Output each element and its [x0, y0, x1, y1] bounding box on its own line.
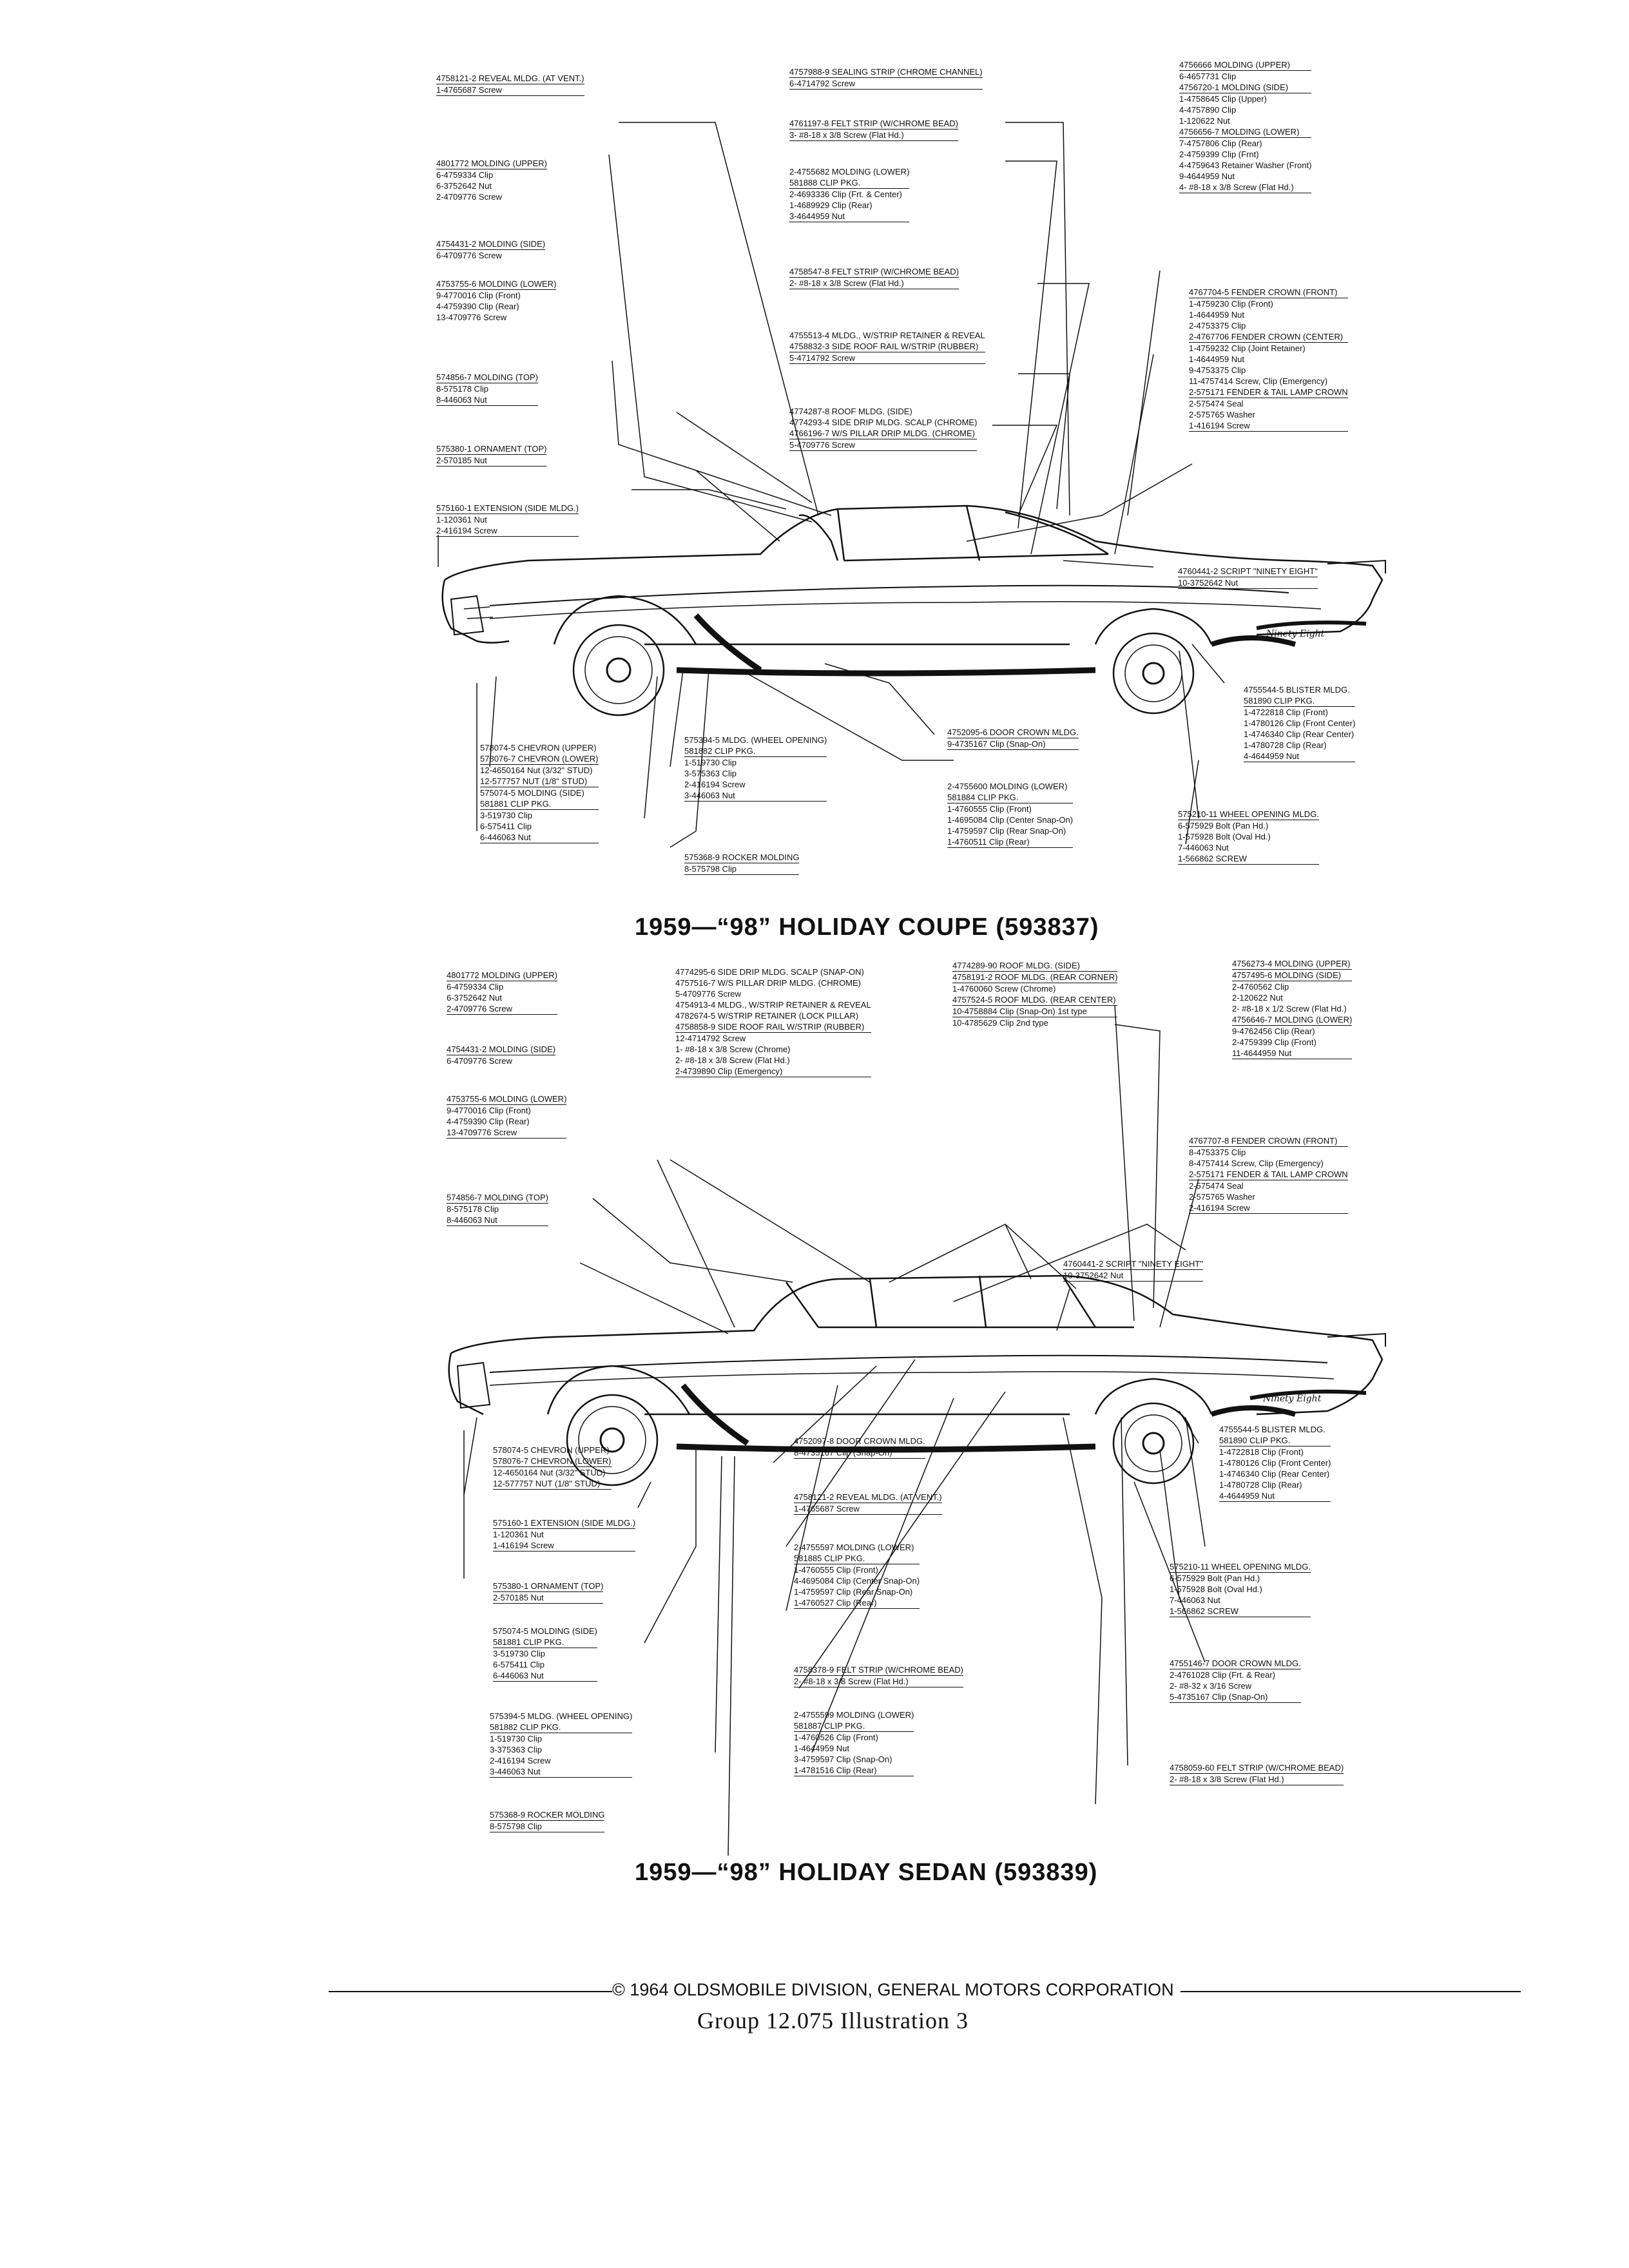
- part-line: 581882 CLIP PKG.: [490, 1722, 632, 1733]
- part-line: 1-4760060 Screw (Chrome): [952, 984, 1056, 994]
- part-line: 578076-7 CHEVRON (LOWER): [493, 1456, 612, 1466]
- part-line: 1-4780126 Clip (Front Center): [1244, 718, 1356, 728]
- part-line: 1-4759597 Clip (Rear Snap-On): [794, 1587, 913, 1597]
- part-line: 10-3752642 Nut: [1178, 577, 1318, 589]
- group-illustration-caption: Group 12.075 Illustration 3: [697, 2008, 969, 2033]
- part-line: 2-4761028 Clip (Frt. & Rear): [1170, 1670, 1276, 1680]
- part-line: 4755146-7 DOOR CROWN MLDG.: [1170, 1658, 1301, 1668]
- part-line: 1-4765687 Screw: [436, 84, 584, 96]
- part-line: 6-575411 Clip: [480, 822, 532, 831]
- part-line: 1-4780728 Clip (Rear): [1244, 740, 1327, 750]
- part-line: 575074-5 MOLDING (SIDE): [480, 788, 584, 798]
- part-line: 8-446063 Nut: [436, 394, 538, 406]
- part-line: 4754431-2 MOLDING (SIDE): [436, 239, 546, 249]
- part-line: 574856-7 MOLDING (TOP): [436, 372, 538, 382]
- part-line: 2-575171 FENDER & TAIL LAMP CROWN: [1189, 1169, 1348, 1179]
- part-line: 1-4780126 Clip (Front Center): [1219, 1458, 1331, 1468]
- coupe-label-script: [1178, 566, 1318, 589]
- part-line: 575394-5 MLDG. (WHEEL OPENING): [490, 1711, 633, 1721]
- part-line: 575380-1 ORNAMENT (TOP): [493, 1581, 604, 1591]
- part-line: 581885 CLIP PKG.: [794, 1553, 920, 1564]
- part-line: 10-4785629 Clip 2nd type: [952, 1018, 1048, 1028]
- part-line: 12-4650164 Nut (3/32" STUD): [493, 1468, 606, 1477]
- copyright-text: © 1964 OLDSMOBILE DIVISION, GENERAL MOTORS CORPORATION: [612, 1980, 1174, 1999]
- part-line: 6-4759334 Clip: [436, 170, 494, 180]
- sedan-label-fender-crown: [1189, 1135, 1348, 1214]
- coupe-label-fender-crown: [1189, 287, 1348, 432]
- part-line: 8-4757414 Screw, Clip (Emergency): [1189, 1158, 1324, 1168]
- part-line: 2-4759399 Clip (Front): [1232, 1037, 1316, 1047]
- sedan-label-blister-mldg: [1219, 1424, 1331, 1502]
- sedan-label-reveal-mldg: [794, 1492, 942, 1515]
- part-line: 6-575411 Clip: [493, 1660, 545, 1669]
- part-line: 6-446063 Nut: [480, 832, 599, 843]
- part-line: 4755544-5 BLISTER MLDG.: [1219, 1425, 1325, 1434]
- part-line: 4760441-2 SCRIPT "NINETY EIGHT": [1063, 1259, 1203, 1269]
- part-line: 2-416194 Screw: [1189, 1202, 1348, 1214]
- part-line: 6-4709776 Screw: [436, 251, 502, 260]
- part-line: 4760441-2 SCRIPT "NINETY EIGHT": [1178, 566, 1318, 576]
- part-line: 7-446063 Nut: [1178, 843, 1229, 852]
- part-line: 4758832-3 SIDE ROOF RAIL W/STRIP (RUBBER): [789, 341, 985, 352]
- part-line: 6-3752642 Nut: [436, 181, 492, 191]
- part-line: 1-120622 Nut: [1179, 116, 1230, 126]
- sedan-label-felt-strip-b: [1170, 1762, 1344, 1785]
- part-line: 2-4755599 MOLDING (LOWER): [794, 1710, 914, 1720]
- part-line: 12-577757 NUT (1/8" STUD): [493, 1478, 612, 1490]
- sedan-label-side-drip: [675, 966, 871, 1077]
- part-line: 2-120622 Nut: [1232, 993, 1283, 1003]
- part-line: 13-4709776 Screw: [447, 1127, 566, 1139]
- part-line: 2-4755597 MOLDING (LOWER): [794, 1542, 914, 1552]
- part-line: 4-4759390 Clip (Rear): [447, 1117, 530, 1126]
- part-line: 4758547-8 FELT STRIP (W/CHROME BEAD): [789, 267, 959, 276]
- part-line: 4801772 MOLDING (UPPER): [436, 159, 547, 168]
- svg-text:Ninety Eight: Ninety Eight: [1263, 1394, 1322, 1404]
- part-line: 1-575928 Bolt (Oval Hd.): [1170, 1584, 1262, 1594]
- part-line: 1-4644959 Nut: [794, 1744, 850, 1753]
- part-line: 4758191-2 ROOF MLDG. (REAR CORNER): [952, 972, 1118, 982]
- part-line: 3-4759597 Clip (Snap-On): [794, 1754, 892, 1764]
- coupe-label-door-crown: [947, 727, 1079, 750]
- part-line: 575160-1 EXTENSION (SIDE MLDG.): [436, 503, 579, 513]
- sedan-label-felt-strip: [794, 1664, 963, 1687]
- part-line: 2-4709776 Screw: [447, 1003, 557, 1015]
- part-line: 9-4644959 Nut: [1179, 171, 1235, 181]
- part-line: 4774295-6 SIDE DRIP MLDG. SCALP (SNAP-ON): [675, 967, 864, 977]
- part-line: 575394-5 MLDG. (WHEEL OPENING): [684, 735, 827, 745]
- part-line: 1-4644959 Nut: [1189, 310, 1245, 320]
- part-line: 1-4780728 Clip (Rear): [1219, 1480, 1302, 1490]
- coupe-label-chevron: [480, 742, 599, 843]
- part-line: 4-4759643 Retainer Washer (Front): [1179, 160, 1312, 170]
- part-line: 3-519730 Clip: [493, 1649, 545, 1658]
- part-line: 575210-11 WHEEL OPENING MLDG.: [1170, 1562, 1311, 1571]
- part-line: 6-4714792 Screw: [789, 78, 983, 90]
- part-line: 1-4781516 Clip (Rear): [794, 1765, 914, 1776]
- part-line: 3-375363 Clip: [490, 1745, 542, 1754]
- part-line: 2-4755600 MOLDING (LOWER): [947, 782, 1068, 791]
- part-line: 578074-5 CHEVRON (UPPER): [493, 1445, 610, 1455]
- coupe-leader-lines: [438, 122, 1224, 847]
- part-line: 578074-5 CHEVRON (UPPER): [480, 743, 597, 753]
- part-line: 1-4759232 Clip (Joint Retainer): [1189, 343, 1306, 353]
- part-line: 4752095-6 DOOR CROWN MLDG.: [947, 727, 1079, 737]
- part-line: 8-4753375 Clip: [1189, 1148, 1246, 1157]
- part-line: 4754913-4 MLDG., W/STRIP RETAINER & REVEAL: [675, 1000, 871, 1010]
- part-line: 5-4709776 Screw: [789, 439, 977, 451]
- part-line: 4-4757890 Clip: [1179, 105, 1237, 115]
- sedan-label-mldg-wheel-opening: [490, 1711, 632, 1778]
- footer-rule-left: [329, 1991, 612, 1992]
- footer-rule-right: [1181, 1991, 1521, 1992]
- part-line: 581887 CLIP PKG.: [794, 1720, 914, 1732]
- part-line: 12-577757 NUT (1/8" STUD): [480, 776, 599, 787]
- part-line: 1-4759597 Clip (Rear Snap-On): [947, 826, 1066, 836]
- part-line: 2-4759399 Clip (Frnt): [1179, 149, 1259, 159]
- part-line: 1-4760526 Clip (Front): [794, 1733, 878, 1742]
- part-line: 2- #8-18 x 3/8 Screw (Flat Hd.): [789, 278, 959, 289]
- coupe-label-molding-lower: [436, 278, 556, 323]
- part-line: 581882 CLIP PKG.: [684, 745, 827, 757]
- part-line: 578076-7 CHEVRON (LOWER): [480, 754, 599, 764]
- part-line: 4756646-7 MOLDING (LOWER): [1232, 1015, 1353, 1024]
- part-line: 7-4757806 Clip (Rear): [1179, 139, 1262, 148]
- part-line: 5-4735167 Clip (Snap-On): [1170, 1691, 1301, 1703]
- part-line: 4774289-90 ROOF MLDG. (SIDE): [952, 960, 1117, 972]
- sedan-label-molding-lower-b: [794, 1542, 920, 1609]
- part-line: 4758378-9 FELT STRIP (W/CHROME BEAD): [794, 1665, 963, 1675]
- part-line: 4-4644959 Nut: [1219, 1490, 1331, 1502]
- part-line: 6-4709776 Screw: [447, 1056, 512, 1066]
- part-line: 2- #8-32 x 3/16 Screw: [1170, 1681, 1252, 1691]
- part-line: 8-4735167 Clip (Snap-On): [794, 1447, 925, 1459]
- part-line: 11-4644959 Nut: [1232, 1048, 1352, 1059]
- sedan-label-door-crown-b: [1170, 1658, 1301, 1703]
- part-line: 4782674-5 W/STRIP RETAINER (LOCK PILLAR): [675, 1011, 859, 1021]
- sedan-label-molding-upper: [447, 970, 557, 1015]
- part-line: 1-4765687 Screw: [794, 1503, 942, 1515]
- part-line: 12-4650164 Nut (3/32" STUD): [480, 765, 593, 775]
- coupe-label-molding-lower-c: [947, 781, 1073, 848]
- coupe-label-molding-side: [436, 238, 545, 261]
- coupe-title: 1959—“98” HOLIDAY COUPE (593837): [635, 914, 1099, 941]
- sedan-label-molding-side-b: [493, 1626, 597, 1682]
- part-line: 1-416194 Screw: [493, 1540, 635, 1552]
- part-line: 1-416194 Screw: [1189, 420, 1348, 432]
- part-line: 9-4735167 Clip (Snap-On): [947, 738, 1079, 750]
- part-line: 4766196-7 W/S PILLAR DRIP MLDG. (CHROME): [789, 428, 977, 439]
- part-line: 4757495-6 MOLDING (SIDE): [1232, 970, 1352, 981]
- part-line: 1-4644959 Nut: [1189, 354, 1245, 364]
- part-line: 1- #8-18 x 3/8 Screw (Chrome): [675, 1044, 791, 1054]
- sedan-label-molding-top: [447, 1192, 548, 1226]
- part-line: 2-575765 Washer: [1189, 1192, 1255, 1202]
- part-line: 4801772 MOLDING (UPPER): [447, 970, 557, 980]
- part-line: 3-575363 Clip: [684, 769, 737, 778]
- sedan-label-rocker-molding: [490, 1809, 604, 1832]
- part-line: 3-446063 Nut: [490, 1766, 632, 1778]
- part-line: 2-4739890 Clip (Emergency): [675, 1066, 871, 1077]
- part-line: 6-3752642 Nut: [447, 993, 503, 1003]
- part-line: 575160-1 EXTENSION (SIDE MLDG.): [493, 1518, 636, 1528]
- part-line: 4767707-8 FENDER CROWN (FRONT): [1189, 1135, 1348, 1147]
- part-line: 581890 CLIP PKG.: [1219, 1435, 1331, 1446]
- part-line: 4758059-60 FELT STRIP (W/CHROME BEAD): [1170, 1763, 1344, 1773]
- part-line: 4755513-4 MLDG., W/STRIP RETAINER & REVEAL: [789, 331, 985, 340]
- sedan-label-molding-lower-c: [794, 1709, 914, 1776]
- part-line: 4774293-4 SIDE DRIP MLDG. SCALP (CHROME): [789, 418, 978, 427]
- part-line: 1-4760555 Clip (Front): [947, 804, 1032, 814]
- part-line: 6-575929 Bolt (Pan Hd.): [1178, 821, 1269, 831]
- part-line: 575368-9 ROCKER MOLDING: [684, 852, 800, 862]
- part-line: 3-519730 Clip: [480, 811, 532, 820]
- coupe-label-molding-top: [436, 372, 538, 406]
- part-line: 8-575798 Clip: [684, 863, 799, 875]
- part-line: 575210-11 WHEEL OPENING MLDG.: [1178, 809, 1319, 819]
- part-line: 581888 CLIP PKG.: [789, 177, 909, 189]
- part-line: 4757988-9 SEALING STRIP (CHROME CHANNEL): [789, 67, 983, 77]
- part-line: 1-4758645 Clip (Upper): [1179, 94, 1267, 104]
- part-line: 3-4644959 Nut: [789, 211, 909, 222]
- copyright-line: [329, 1980, 1521, 2003]
- part-line: 2- #8-18 x 3/8 Screw (Flat Hd.): [794, 1676, 963, 1687]
- part-line: 2-4767706 FENDER CROWN (CENTER): [1189, 331, 1348, 343]
- coupe-label-wheel-opening: [1178, 809, 1319, 865]
- part-line: 4755544-5 BLISTER MLDG.: [1244, 685, 1350, 695]
- sedan-label-script: [1063, 1258, 1203, 1282]
- coupe-label-molding-upper: [436, 158, 547, 202]
- coupe-label-molding-upper-rear: [1179, 59, 1311, 193]
- part-line: 1-120361 Nut: [436, 515, 487, 524]
- sedan-label-wheel-opening: [1170, 1561, 1311, 1617]
- coupe-label-extension: [436, 503, 579, 537]
- part-line: 2- #8-18 x 1/2 Screw (Flat Hd.): [1232, 1004, 1347, 1014]
- coupe-label-reveal-mldg: [436, 73, 584, 96]
- part-line: 2- #8-18 x 3/8 Screw (Flat Hd.): [675, 1055, 790, 1065]
- part-line: 4758121-2 REVEAL MLDG. (AT VENT.): [436, 73, 584, 83]
- part-line: 2-4709776 Screw: [436, 192, 502, 202]
- part-line: 4- #8-18 x 3/8 Screw (Flat Hd.): [1179, 182, 1311, 193]
- part-line: 4-4759390 Clip (Rear): [436, 302, 519, 311]
- part-line: 13-4709776 Screw: [436, 312, 507, 322]
- part-line: 2-570185 Nut: [436, 455, 546, 466]
- part-line: 4758121-2 REVEAL MLDG. (AT VENT.): [794, 1492, 942, 1502]
- part-line: 11-4757414 Screw, Clip (Emergency): [1189, 376, 1328, 386]
- part-line: 9-4762456 Clip (Rear): [1232, 1026, 1315, 1036]
- part-line: 581881 CLIP PKG.: [480, 798, 599, 810]
- part-line: 2-4753375 Clip: [1189, 321, 1246, 331]
- coupe-label-felt-strip-b: [789, 266, 959, 289]
- part-line: 4753755-6 MOLDING (LOWER): [447, 1094, 567, 1104]
- coupe-label-rocker-molding: [684, 852, 799, 875]
- part-line: 8-446063 Nut: [447, 1215, 548, 1226]
- part-line: 4756656-7 MOLDING (LOWER): [1179, 126, 1311, 138]
- coupe-label-roof-mldg: [789, 406, 977, 451]
- part-line: 8-575798 Clip: [490, 1821, 604, 1832]
- part-line: 9-4770016 Clip (Front): [436, 291, 521, 300]
- part-line: 8-575178 Clip: [436, 384, 488, 394]
- part-line: 3- #8-18 x 3/8 Screw (Flat Hd.): [789, 130, 958, 141]
- sedan-label-roof-mldg: [952, 960, 1117, 1028]
- part-line: 1-120361 Nut: [493, 1530, 544, 1539]
- part-line: 1-4760511 Clip (Rear): [947, 836, 1073, 848]
- sedan-label-extension: [493, 1517, 635, 1552]
- sedan-label-molding-lower: [447, 1093, 566, 1139]
- part-line: 575380-1 ORNAMENT (TOP): [436, 444, 547, 454]
- part-line: 1-4746340 Clip (Rear Center): [1244, 729, 1354, 739]
- part-line: 2-575474 Seal: [1189, 399, 1244, 408]
- part-line: 1-4689929 Clip (Rear): [789, 200, 872, 210]
- part-line: 574856-7 MOLDING (TOP): [447, 1193, 548, 1202]
- part-line: 2-570185 Nut: [493, 1592, 603, 1604]
- part-line: 2-416194 Screw: [490, 1756, 551, 1765]
- part-line: 5-4714792 Screw: [789, 352, 985, 364]
- sedan-label-molding-upper-rear: [1232, 958, 1352, 1059]
- coupe-label-sealing-strip: [789, 66, 983, 90]
- part-line: 1-519730 Clip: [684, 758, 737, 767]
- part-line: 1-4760527 Clip (Rear): [794, 1597, 920, 1609]
- part-line: 4756273-4 MOLDING (UPPER): [1232, 958, 1352, 970]
- part-line: 8-575178 Clip: [447, 1204, 499, 1214]
- part-line: 581881 CLIP PKG.: [493, 1637, 597, 1648]
- part-line: 3-446063 Nut: [684, 790, 827, 802]
- part-line: 2-4755682 MOLDING (LOWER): [789, 167, 910, 177]
- coupe-label-molding-lower-b: [789, 166, 909, 222]
- coupe-label-mldg-wstrip: [789, 330, 985, 364]
- part-line: 4757524-5 ROOF MLDG. (REAR CENTER): [952, 994, 1117, 1006]
- coupe-label-felt-strip: [789, 118, 958, 141]
- part-line: 1-4746340 Clip (Rear Center): [1219, 1469, 1330, 1479]
- part-line: 12-4714792 Screw: [675, 1033, 746, 1043]
- part-line: 575368-9 ROCKER MOLDING: [490, 1810, 605, 1820]
- part-line: 2-575474 Seal: [1189, 1181, 1244, 1191]
- part-line: 4774287-8 ROOF MLDG. (SIDE): [789, 407, 912, 416]
- part-line: 4761197-8 FELT STRIP (W/CHROME BEAD): [789, 119, 958, 128]
- part-line: 1-519730 Clip: [490, 1734, 542, 1744]
- part-line: 10-4758884 Clip (Snap-On) 1st type: [952, 1006, 1117, 1017]
- part-line: 2-4760562 Clip: [1232, 982, 1289, 992]
- part-line: 4757516-7 W/S PILLAR DRIP MLDG. (CHROME): [675, 978, 862, 988]
- part-line: 2- #8-18 x 3/8 Screw (Flat Hd.): [1170, 1774, 1344, 1785]
- part-line: 2-575765 Washer: [1189, 410, 1255, 419]
- part-line: 4752097-8 DOOR CROWN MLDG.: [794, 1436, 925, 1446]
- part-line: 1-4722818 Clip (Front): [1244, 707, 1328, 717]
- part-line: 575074-5 MOLDING (SIDE): [493, 1626, 597, 1636]
- part-line: 1-4760555 Clip (Front): [794, 1565, 878, 1575]
- part-line: 1-566862 SCREW: [1178, 853, 1319, 865]
- sedan-title: 1959—“98” HOLIDAY SEDAN (593839): [635, 1859, 1098, 1886]
- part-line: 5-4709776 Screw: [675, 989, 741, 999]
- sedan-label-chevron: [493, 1445, 612, 1490]
- part-line: 4758858-9 SIDE ROOF RAIL W/STRIP (RUBBER): [675, 1021, 871, 1033]
- part-line: 10-3752642 Nut: [1063, 1270, 1203, 1282]
- part-line: 2-416194 Screw: [684, 780, 746, 789]
- part-line: 2-4693336 Clip (Frt. & Center): [789, 189, 902, 199]
- part-line: 1-566862 SCREW: [1170, 1606, 1311, 1617]
- part-line: 2-575171 FENDER & TAIL LAMP CROWN: [1189, 387, 1348, 397]
- part-line: 9-4770016 Clip (Front): [447, 1106, 531, 1115]
- part-line: 4-4695084 Clip (Center Snap-On): [794, 1576, 920, 1586]
- coupe-label-ornament-top: [436, 443, 546, 466]
- part-line: 581884 CLIP PKG.: [947, 792, 1073, 803]
- part-line: 1-4722818 Clip (Front): [1219, 1447, 1304, 1457]
- part-line: 2-416194 Screw: [436, 525, 579, 537]
- part-line: 6-575929 Bolt (Pan Hd.): [1170, 1573, 1260, 1583]
- part-line: 4756666 MOLDING (UPPER): [1179, 59, 1311, 71]
- part-line: 1-575928 Bolt (Oval Hd.): [1178, 832, 1271, 841]
- part-line: 9-4753375 Clip: [1189, 365, 1246, 375]
- part-line: 1-4695084 Clip (Center Snap-On): [947, 815, 1074, 825]
- part-line: 6-4657731 Clip: [1179, 72, 1237, 81]
- coupe-label-mldg-wheel-opening: [684, 735, 827, 802]
- part-line: 1-4759230 Clip (Front): [1189, 299, 1273, 309]
- coupe-label-blister-mldg: [1244, 684, 1355, 762]
- part-line: 6-446063 Nut: [493, 1670, 597, 1682]
- sedan-label-molding-side: [447, 1044, 555, 1066]
- part-line: 4767704-5 FENDER CROWN (FRONT): [1189, 287, 1348, 298]
- part-line: 4-4644959 Nut: [1244, 751, 1355, 762]
- part-line: 4753755-6 MOLDING (LOWER): [436, 279, 557, 289]
- part-line: 4756720-1 MOLDING (SIDE): [1179, 82, 1311, 93]
- part-line: 7-446063 Nut: [1170, 1595, 1220, 1605]
- sedan-label-door-crown: [794, 1436, 925, 1459]
- svg-text:Ninety Eight: Ninety Eight: [1266, 629, 1325, 639]
- part-line: 4754431-2 MOLDING (SIDE): [447, 1044, 556, 1054]
- part-line: 581890 CLIP PKG.: [1244, 695, 1355, 707]
- part-line: 6-4759334 Clip: [447, 982, 504, 992]
- sedan-label-ornament-top: [493, 1581, 603, 1604]
